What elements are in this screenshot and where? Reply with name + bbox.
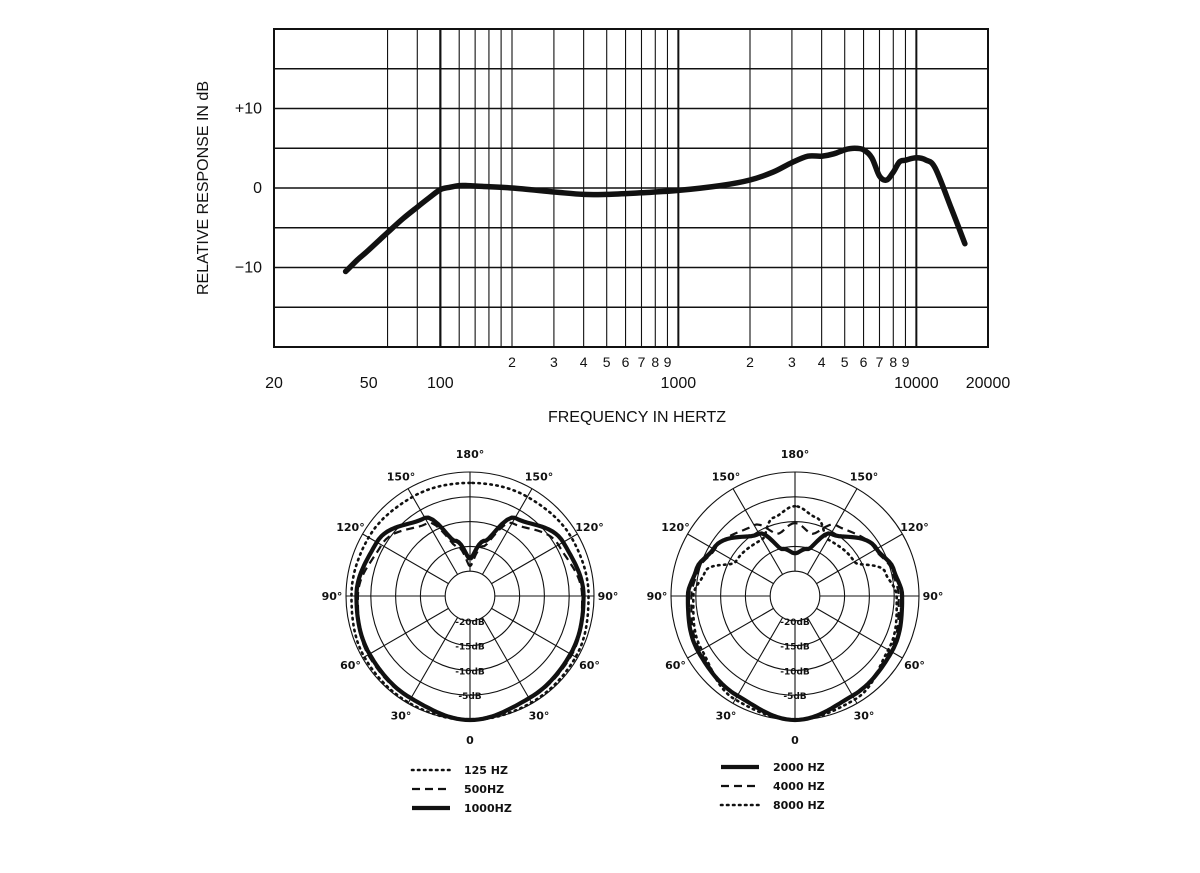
polar-angle-label: 30° <box>853 709 875 723</box>
polar-ring-label: -15dB <box>455 642 485 653</box>
polar-angle-label: 150° <box>711 470 741 484</box>
x-tick-label-major: 20000 <box>965 375 1011 392</box>
legend-low-freq <box>412 764 512 815</box>
x-tick-label-minor: 8 <box>889 354 898 370</box>
polar-angle-label: 60° <box>665 659 686 672</box>
polar-ring-label: -10dB <box>455 667 485 678</box>
chart-grid <box>274 29 988 347</box>
polar-spoke <box>408 617 458 703</box>
polar-ring <box>770 571 820 621</box>
polar-angle-label: 120° <box>900 521 929 534</box>
polar-chart-high-freq <box>647 448 944 747</box>
polar-spoke <box>688 608 774 658</box>
polar-angle-label: 150° <box>386 470 416 484</box>
x-tick-label-minor: 4 <box>579 354 588 370</box>
polar-angle-label: 90° <box>922 590 944 603</box>
x-axis-label: FREQUENCY IN HERTZ <box>547 409 727 426</box>
legend-high-freq <box>721 761 825 812</box>
polar-spoke <box>733 489 783 575</box>
y-axis-label: RELATIVE RESPONSE IN dB <box>195 81 212 295</box>
polar-angle-label: 150° <box>524 470 554 484</box>
polar-angle-label: 90° <box>597 590 619 603</box>
legend-label: 4000 HZ <box>773 780 825 793</box>
x-tick-label-minor: 6 <box>621 354 630 370</box>
x-tick-label-minor: 3 <box>550 354 558 370</box>
polar-spoke <box>688 534 774 584</box>
legend-label: 2000 HZ <box>773 761 825 774</box>
legend-label: 1000HZ <box>464 802 512 815</box>
x-tick-label-major: 1000 <box>660 375 697 392</box>
polar-angle-label: 30° <box>715 709 737 723</box>
polar-angle-label: 60° <box>579 659 600 672</box>
x-tick-label-minor: 3 <box>788 354 796 370</box>
legend-label: 125 HZ <box>464 764 508 777</box>
x-tick-label-minor: 6 <box>859 354 868 370</box>
polar-angle-label: 90° <box>321 590 343 603</box>
polar-angle-label: 60° <box>904 659 925 672</box>
polar-spoke <box>482 617 532 703</box>
y-tick-labels <box>235 101 262 277</box>
polar-ring-label: -15dB <box>780 642 810 653</box>
polar-angle-label: 120° <box>575 521 604 534</box>
x-tick-labels <box>265 354 1010 392</box>
polar-ring-label: -5dB <box>458 692 482 703</box>
polar-spoke <box>482 489 532 575</box>
polar-spoke <box>363 608 449 658</box>
y-tick-label: 0 <box>253 180 262 197</box>
polar-spoke <box>491 608 577 658</box>
polar-angle-label: 30° <box>528 709 550 723</box>
polar-angle-label: 60° <box>340 659 361 672</box>
polar-ring-label: -20dB <box>455 617 485 628</box>
x-tick-label-minor: 7 <box>637 354 646 370</box>
polar-ring <box>445 571 495 621</box>
y-tick-label: −10 <box>234 259 262 277</box>
x-tick-label-major: 20 <box>265 375 283 392</box>
polar-angle-label: 120° <box>336 521 365 534</box>
y-tick-label: +10 <box>234 100 262 118</box>
polar-angle-label: 0 <box>466 734 474 747</box>
legend-label: 8000 HZ <box>773 799 825 812</box>
x-tick-label-major: 10000 <box>894 375 939 392</box>
x-tick-label-minor: 5 <box>840 354 849 370</box>
polar-spoke <box>733 617 783 703</box>
polar-ring-label: -5dB <box>783 692 807 703</box>
polar-angle-label: 150° <box>849 470 879 484</box>
polar-spoke <box>807 617 857 703</box>
x-tick-label-major: 50 <box>359 375 378 392</box>
polar-angle-label: 0 <box>791 734 799 747</box>
polar-angle-label: 90° <box>646 590 668 603</box>
polar-ring-label: -20dB <box>780 617 810 628</box>
x-tick-label-major: 100 <box>427 375 454 392</box>
x-tick-label-minor: 8 <box>651 354 660 370</box>
polar-angle-label: 180° <box>455 448 485 461</box>
polar-chart-low-freq <box>322 448 619 747</box>
polar-ring-label: -10dB <box>780 667 810 678</box>
x-tick-label-minor: 2 <box>746 354 754 370</box>
x-tick-label-minor: 2 <box>508 354 516 370</box>
x-tick-label-minor: 7 <box>875 354 884 370</box>
x-tick-label-minor: 5 <box>602 354 611 370</box>
x-tick-label-minor: 9 <box>901 354 910 370</box>
x-tick-label-minor: 9 <box>663 354 672 370</box>
polar-angle-label: 120° <box>661 521 690 534</box>
polar-spoke <box>408 489 458 575</box>
frequency-response-chart <box>195 29 1010 426</box>
polar-angle-label: 30° <box>390 709 412 723</box>
x-tick-label-minor: 4 <box>817 354 826 370</box>
legend-label: 500HZ <box>464 783 505 796</box>
polar-angle-label: 180° <box>780 448 810 461</box>
